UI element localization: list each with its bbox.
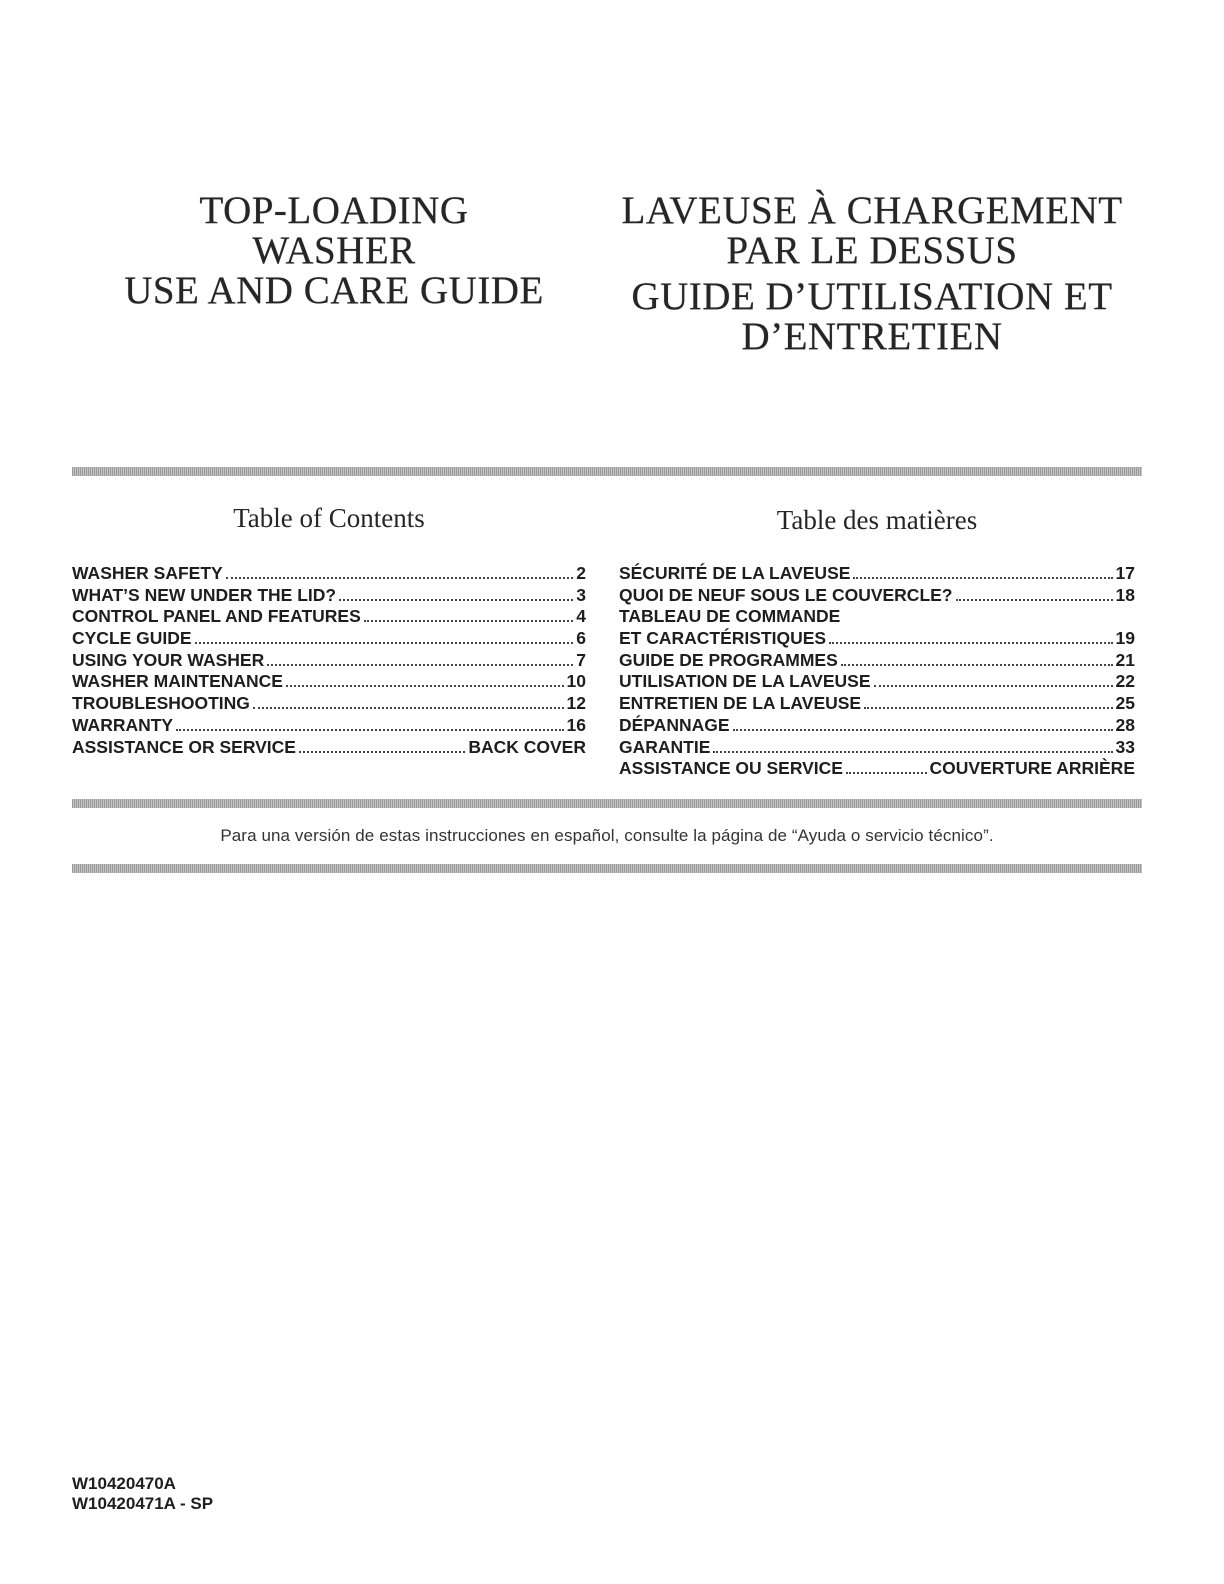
dot-leader <box>176 729 563 731</box>
part-number: W10420471A - SP <box>72 1494 214 1513</box>
dot-leader <box>956 599 1113 601</box>
toc-entry[interactable] <box>72 606 586 628</box>
part-numbers <box>72 1474 213 1514</box>
toc-entry[interactable] <box>72 671 586 693</box>
dot-leader <box>829 642 1112 644</box>
dot-leader <box>267 664 573 666</box>
toc-entry-page: 25 <box>1115 693 1135 714</box>
toc-entry-label: GUIDE DE PROGRAMMES <box>619 649 838 670</box>
toc-entry[interactable] <box>619 671 1135 693</box>
toc-entry-page: 33 <box>1115 736 1135 757</box>
title-french <box>620 191 1124 357</box>
toc-entry-label: CONTROL PANEL AND FEATURES <box>72 606 361 627</box>
dot-leader <box>874 685 1113 687</box>
dot-leader <box>226 577 574 579</box>
toc-entry-label: ET CARACTÉRISTIQUES <box>619 628 827 649</box>
dot-leader <box>864 707 1112 709</box>
dot-leader <box>339 599 573 601</box>
toc-entry-label: WARRANTY <box>72 714 174 735</box>
toc-fr-heading: Table des matières <box>776 505 978 535</box>
toc-entry[interactable] <box>72 737 586 759</box>
toc-entry-label: SÉCURITÉ DE LA LAVEUSE <box>619 563 851 583</box>
toc-entry-page: BACK COVER <box>468 736 586 757</box>
toc-entry-label: GARANTIE <box>619 736 711 757</box>
title-fr-line: PAR LE DESSUS <box>726 229 1018 272</box>
title-english <box>100 191 568 311</box>
toc-entry[interactable] <box>619 628 1135 650</box>
toc-entry-label: DÉPANNAGE <box>619 714 730 735</box>
toc-french-list <box>619 563 1135 780</box>
dot-leader <box>253 707 564 709</box>
title-fr-line: GUIDE D’UTILISATION ET <box>631 275 1113 318</box>
toc-entry-page: 28 <box>1115 714 1135 735</box>
toc-entry-page: COUVERTURE ARRIÈRE <box>929 758 1135 779</box>
toc-entry-page: 18 <box>1115 584 1135 605</box>
divider-bar <box>72 467 1142 476</box>
toc-entry[interactable] <box>619 715 1135 737</box>
toc-entry-page: 12 <box>566 693 586 714</box>
toc-entry-label: TABLEAU DE COMMANDE <box>619 606 841 627</box>
toc-entry[interactable] <box>619 650 1135 672</box>
toc-entry-label: UTILISATION DE LA LAVEUSE <box>619 671 871 692</box>
toc-entry[interactable] <box>619 563 1135 585</box>
toc-entry-page: 21 <box>1115 649 1135 670</box>
toc-entry[interactable] <box>72 563 586 585</box>
toc-entry[interactable] <box>72 650 586 672</box>
toc-entry-label: ENTRETIEN DE LA LAVEUSE <box>619 693 862 714</box>
toc-entry-page: 10 <box>566 671 586 692</box>
toc-entry[interactable] <box>619 693 1135 715</box>
toc-entry[interactable] <box>72 585 586 607</box>
toc-entry[interactable] <box>619 737 1135 759</box>
toc-entry-page: 2 <box>576 563 586 583</box>
toc-entry-page: 22 <box>1115 671 1135 692</box>
toc-entry-page: 7 <box>576 649 586 670</box>
dot-leader <box>286 685 564 687</box>
toc-entry[interactable] <box>619 758 1135 780</box>
toc-entry-label: CYCLE GUIDE <box>72 628 192 649</box>
toc-entry-label: ASSISTANCE OU SERVICE <box>619 758 843 779</box>
toc-entry[interactable] <box>619 585 1135 607</box>
toc-entry[interactable] <box>72 715 586 737</box>
divider-bar <box>72 799 1142 808</box>
title-fr-line: LAVEUSE À CHARGEMENT <box>621 189 1123 232</box>
toc-entry-label: TROUBLESHOOTING <box>72 693 250 714</box>
dot-leader <box>853 577 1112 579</box>
part-number: W10420470A <box>72 1474 176 1493</box>
toc-entry-label: WASHER MAINTENANCE <box>72 671 283 692</box>
dot-leader <box>733 729 1113 731</box>
dot-leader <box>713 751 1112 753</box>
toc-entry[interactable] <box>619 606 1135 628</box>
dot-leader <box>364 620 574 622</box>
toc-entry-label: QUOI DE NEUF SOUS LE COUVERCLE? <box>619 584 953 605</box>
dot-leader <box>299 751 465 753</box>
title-fr-line: D’ENTRETIEN <box>741 315 1003 358</box>
toc-entry-page: 19 <box>1115 628 1135 649</box>
toc-entry[interactable] <box>72 628 586 650</box>
toc-entry-page: 4 <box>576 606 586 627</box>
toc-entry-label: WHAT’S NEW UNDER THE LID? <box>72 584 337 605</box>
toc-entry-label: WASHER SAFETY <box>72 563 223 583</box>
dot-leader <box>846 772 927 774</box>
toc-entry-label: ASSISTANCE OR SERVICE <box>72 736 296 757</box>
toc-entry[interactable] <box>72 693 586 715</box>
spanish-version-note: Para una versión de estas instrucciones en español, consulte la página de “Ayuda o servicio técnico”. <box>220 826 994 845</box>
title-en-line: TOP-LOADING <box>199 189 469 232</box>
toc-entry-page: 3 <box>576 584 586 605</box>
dot-leader <box>841 664 1113 666</box>
toc-entry-page: 16 <box>566 714 586 735</box>
divider-bar <box>72 864 1142 873</box>
toc-entry-page: 6 <box>576 628 586 649</box>
toc-entry-page: 17 <box>1115 563 1135 583</box>
toc-english-list <box>72 563 586 758</box>
toc-en-heading: Table of Contents <box>233 503 425 533</box>
title-en-line: USE AND CARE GUIDE <box>124 269 544 312</box>
title-en-line: WASHER <box>252 229 416 272</box>
dot-leader <box>195 642 574 644</box>
toc-entry-label: USING YOUR WASHER <box>72 649 265 670</box>
